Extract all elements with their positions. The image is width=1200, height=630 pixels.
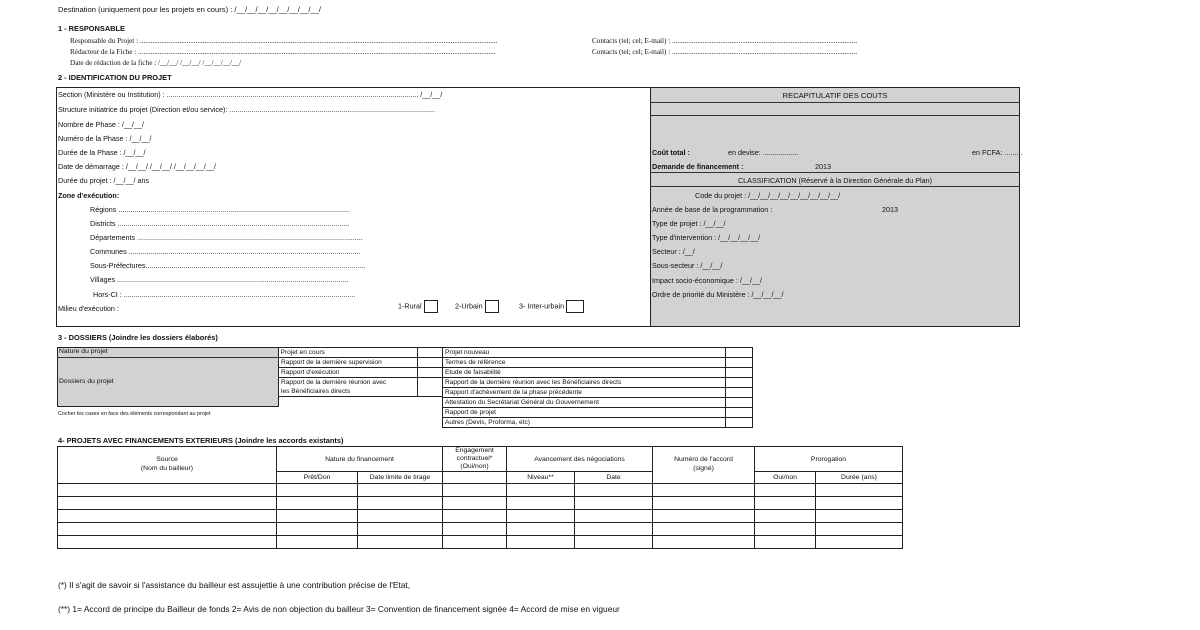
section-2-title: 2 - IDENTIFICATION DU PROJET — [58, 73, 172, 82]
cell[interactable] — [58, 536, 277, 549]
financements-table — [57, 446, 903, 549]
cell[interactable] — [58, 497, 277, 510]
pret-don-header: Prêt/Don — [277, 472, 358, 484]
en-cours-item: les Bénéficiaires directs — [279, 387, 418, 397]
zone-villages: Villages .................................................................................................................... — [90, 275, 349, 284]
demande-financement-year: 2013 — [815, 162, 831, 171]
cell[interactable] — [575, 484, 653, 497]
nouveau-item: Etude de faisabilité — [443, 368, 726, 378]
nouveau-item: Autres (Devis, Proforma, etc) — [443, 418, 726, 428]
date-header: Date — [575, 472, 653, 484]
check-cell[interactable] — [726, 408, 753, 418]
cell[interactable] — [507, 510, 575, 523]
source-title: Source — [156, 456, 178, 463]
date-redaction: Date de rédaction de la fiche : /__/__/ /__/__/ /__/__/__/__/ — [70, 59, 242, 67]
check-cell[interactable] — [726, 398, 753, 408]
recap-divider-3 — [650, 172, 1020, 173]
engagement-line: Engagement — [455, 447, 494, 454]
avancement-header: Avancement des négociations — [507, 447, 653, 472]
cell[interactable] — [443, 497, 507, 510]
dossiers-header-divider — [57, 357, 279, 358]
table-row — [58, 536, 903, 549]
code-projet: Code du projet : /__/__/__/__/__/__/__/__/__/ — [695, 191, 841, 200]
demande-financement-label: Demande de financement : — [652, 162, 744, 171]
cell[interactable] — [507, 497, 575, 510]
cell[interactable] — [755, 536, 816, 549]
projet-nouveau-header: Projet nouveau — [443, 348, 726, 358]
zone-departements: Départements ................................................................................................................. — [90, 233, 363, 242]
numero-phase-field: Numéro de la Phase : /__/__/ — [58, 134, 152, 143]
zone-execution-title: Zone d'exécution: — [58, 191, 120, 200]
dossiers-label-cell — [57, 347, 279, 407]
cell[interactable] — [358, 523, 443, 536]
prorogation-duree-header: Durée (ans) — [816, 472, 903, 484]
cell[interactable] — [443, 536, 507, 549]
classification-title: CLASSIFICATION (Réservé à la Direction Générale du Plan) — [737, 176, 932, 185]
zone-districts: Districts .................................................................................................................... — [90, 219, 350, 228]
ordre-priorite: Ordre de priorité du Ministère : /__/__/__/ — [652, 290, 784, 299]
en-cours-item: Rapport de la dernière supervision — [279, 358, 418, 368]
inter-urbain-checkbox[interactable] — [566, 300, 584, 313]
cell[interactable] — [653, 497, 755, 510]
cell[interactable] — [277, 510, 358, 523]
numero-line: Numéro de l'accord — [674, 456, 733, 463]
cell[interactable] — [755, 484, 816, 497]
cell[interactable] — [816, 523, 903, 536]
cell[interactable] — [277, 497, 358, 510]
cell[interactable] — [816, 484, 903, 497]
cell[interactable] — [755, 510, 816, 523]
check-cell[interactable] — [417, 378, 442, 397]
annee-base-label: Année de base de la programmation : — [652, 205, 773, 214]
sous-secteur: Sous-secteur : /__/__/ — [652, 261, 723, 270]
ouinon-line: (Oui/non) — [460, 463, 489, 470]
milieu-urbain[interactable] — [455, 300, 499, 313]
duree-phase-field: Durée de la Phase : /__/__/ — [58, 148, 146, 157]
cell[interactable] — [507, 523, 575, 536]
cell[interactable] — [575, 510, 653, 523]
en-cours-item: Rapport de la dernière réunion avec — [279, 378, 418, 388]
nombre-phase-field: Nombre de Phase : /__/__/ — [58, 120, 144, 129]
engagement-sub — [443, 472, 507, 484]
dossiers-projet-label: Dossiers du projet — [59, 378, 114, 385]
cell[interactable] — [575, 523, 653, 536]
source-sub: (Nom du bailleur) — [140, 465, 194, 472]
cell[interactable] — [816, 510, 903, 523]
section-3-title: 3 - DOSSIERS (Joindre les dossiers élaborés) — [58, 333, 218, 342]
engagement-header — [443, 447, 507, 472]
table-row — [58, 484, 903, 497]
structure-field: Structure initiatrice du projet (Direction et/ou service): ....................................................................................................... — [58, 105, 436, 114]
cell[interactable] — [653, 484, 755, 497]
cell[interactable] — [816, 497, 903, 510]
recap-divider-1 — [650, 102, 1020, 103]
check-cell[interactable] — [726, 418, 753, 428]
signe-line: (signé) — [693, 465, 714, 472]
cell[interactable] — [575, 497, 653, 510]
duree-projet-field: Durée du projet : /__/__/ ans — [58, 176, 150, 185]
responsable-field: Responsable du Projet : ....................................................................................................................................................................................................... — [70, 37, 498, 45]
cell[interactable] — [755, 523, 816, 536]
milieu-inter-urbain-label: 3- Inter-urbain — [519, 301, 565, 311]
milieu-rural[interactable] — [398, 300, 438, 313]
nouveau-item: Rapport de projet — [443, 408, 726, 418]
destination-line: Destination (uniquement pour les projets en cours) : /__/__/__/__/__/__/__/__/ — [58, 5, 321, 14]
cell[interactable] — [358, 510, 443, 523]
cell[interactable] — [507, 536, 575, 549]
cell[interactable] — [277, 484, 358, 497]
cell[interactable] — [443, 484, 507, 497]
redacteur-field: Rédacteur de la Fiche : ....................................................................................................................................................................................................... — [70, 48, 496, 56]
numero-accord-header — [653, 447, 755, 484]
section-4-title: 4- PROJETS AVEC FINANCEMENTS EXTERIEURS (Joindre les accords existants) — [58, 436, 344, 445]
prorogation-header: Prorogation — [755, 447, 903, 472]
table-row — [58, 510, 903, 523]
zone-sous-prefectures: Sous-Préfectures.............................................................................................................. — [90, 261, 366, 270]
contacts-redacteur: Contacts (tel; cel; E-mail) : ....................................................................................................... — [592, 48, 858, 56]
type-projet: Type de projet : /__/__/ — [652, 219, 726, 228]
recap-divider-2 — [650, 115, 1020, 116]
cocher-note: Cocher les cases en face des éléments correspondant au projet — [58, 411, 211, 417]
cell[interactable] — [58, 510, 277, 523]
nouveau-item: Rapport d'achèvement de la phase précédente — [443, 388, 726, 398]
projet-en-cours-table — [278, 347, 443, 397]
check-cell[interactable] — [417, 348, 442, 358]
urbain-checkbox[interactable] — [485, 300, 499, 313]
section-1-title: 1 - RESPONSABLE — [58, 24, 125, 33]
cell[interactable] — [653, 510, 755, 523]
contacts-responsable: Contacts (tel; cel; E-mail) : ....................................................................................................... — [592, 37, 858, 45]
date-limite-header: Date limite de tirage — [358, 472, 443, 484]
cout-total-label: Coût total : — [652, 148, 690, 157]
cell[interactable] — [507, 484, 575, 497]
cout-fcfa: en FCFA: ......... — [972, 148, 1023, 157]
nouveau-item: Termes de référence — [443, 358, 726, 368]
cell[interactable] — [358, 484, 443, 497]
type-intervention: Type d'intervention : /__/__/__/__/ — [652, 233, 761, 242]
niveau-header: Niveau** — [507, 472, 575, 484]
nature-projet-header: Nature du projet — [59, 348, 108, 355]
impact-socio-economique: Impact socio-économique : /__/__/ — [652, 276, 762, 285]
nature-financement-header: Nature du financement — [277, 447, 443, 472]
zone-communes: Communes .................................................................................................................... — [90, 247, 361, 256]
cell[interactable] — [58, 523, 277, 536]
check-cell[interactable] — [726, 368, 753, 378]
cell[interactable] — [443, 510, 507, 523]
milieu-urbain-label: 2-Urbain — [455, 301, 483, 311]
cell[interactable] — [816, 536, 903, 549]
recap-title: RECAPITULATIF DES COUTS — [782, 91, 888, 100]
cout-devise: en devise: .................. — [728, 148, 799, 157]
cell[interactable] — [443, 523, 507, 536]
recap-divider-4 — [650, 186, 1020, 187]
en-cours-item: Rapport d'exécution — [279, 368, 418, 378]
milieu-execution-label: Milieu d'exécution : — [58, 304, 119, 313]
annee-base-value: 2013 — [882, 205, 898, 214]
section-field: Section (Ministère ou Institution) : .............................................................................................................................. /__/__/ — [58, 90, 443, 99]
cell[interactable] — [755, 497, 816, 510]
table-row — [58, 523, 903, 536]
zone-hors-ci: Hors-CI : .................................................................................................................... — [93, 290, 356, 299]
projet-nouveau-table — [442, 347, 753, 428]
check-cell[interactable] — [726, 358, 753, 368]
check-cell[interactable] — [417, 358, 442, 368]
cell[interactable] — [358, 497, 443, 510]
projet-en-cours-header: Projet en cours — [279, 348, 418, 358]
zone-regions: Régions .................................................................................................................... — [90, 205, 351, 214]
nouveau-item: Rapport de la dernière réunion avec les Bénéficiaires directs — [443, 378, 726, 388]
secteur: Secteur : /__/ — [652, 247, 695, 256]
check-cell[interactable] — [726, 348, 753, 358]
date-demarrage-field: Date de démarrage : /__/__/ /__/__/ /__/__/__/__/ — [58, 162, 216, 171]
cell[interactable] — [277, 536, 358, 549]
check-cell[interactable] — [726, 388, 753, 398]
contractuel-line: contractuel* — [456, 455, 493, 462]
nouveau-item: Attestation du Secrétariat Général du Gouvernement — [443, 398, 726, 408]
footnote-2: (**) 1= Accord de principe du Bailleur de fonds 2= Avis de non objection du bailleur 3= Convention de financement signée 4= Accord de mise en vigueur — [58, 604, 620, 614]
prorogation-oui-header: Oui/non — [755, 472, 816, 484]
check-cell[interactable] — [726, 378, 753, 388]
rural-checkbox[interactable] — [424, 300, 438, 313]
cell[interactable] — [653, 536, 755, 549]
milieu-rural-label: 1-Rural — [398, 301, 422, 311]
check-cell[interactable] — [417, 368, 442, 378]
footnote-1: (*) Il s'agit de savoir si l'assistance du bailleur est assujettie à une contribution précise de l'Etat, — [58, 580, 411, 590]
cell[interactable] — [575, 536, 653, 549]
cell[interactable] — [358, 536, 443, 549]
cell[interactable] — [58, 484, 277, 497]
source-header — [58, 447, 277, 484]
table-row — [58, 497, 903, 510]
milieu-inter-urbain[interactable] — [519, 300, 584, 313]
cell[interactable] — [277, 523, 358, 536]
cell[interactable] — [653, 523, 755, 536]
